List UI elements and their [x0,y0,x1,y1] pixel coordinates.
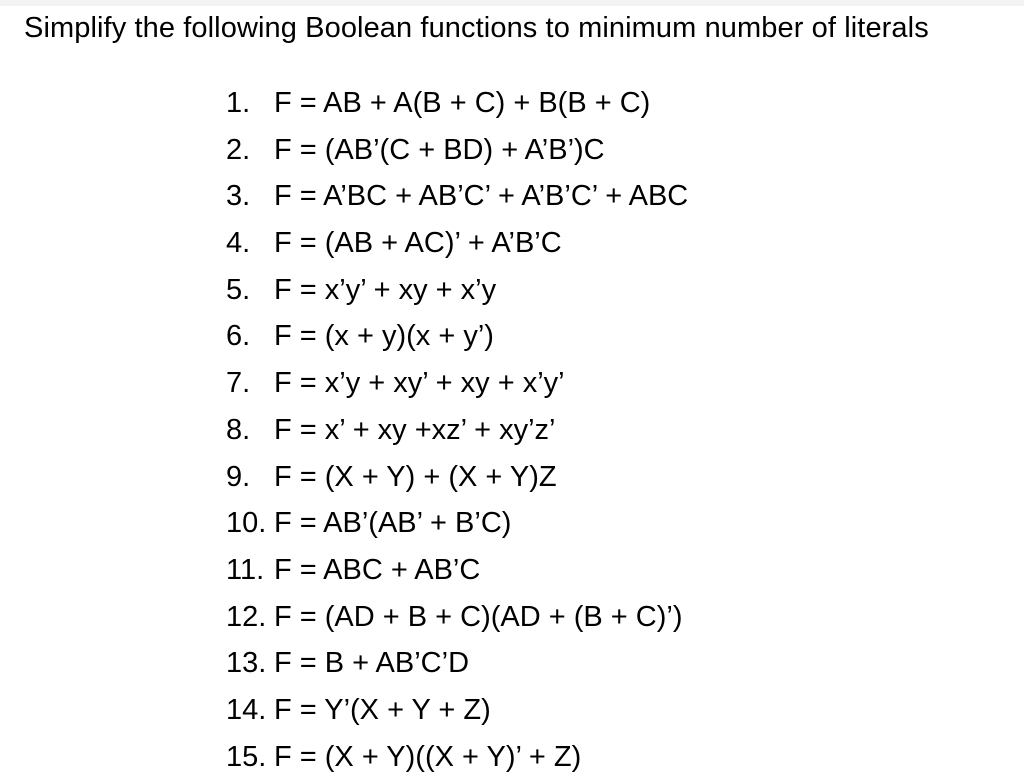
problem-expression: F = AB’(AB’ + B’C) [274,507,512,540]
problem-number: 5. [226,273,251,306]
problem-expression: F = B + AB’C’D [274,647,470,680]
problem-number: 4. [226,227,251,260]
problem-item-3 [226,176,688,223]
problem-number: 6. [226,320,251,353]
problem-expression: F = x’ + xy +xz’ + xy’z’ [274,413,556,446]
problem-item-15 [226,737,688,783]
problem-expression: F = (X + Y) + (X + Y)Z [274,460,557,493]
problem-expression: F = ABC + AB’C [274,553,481,586]
problem-expression: F = (AB’(C + BD) + A’B’)C [274,133,605,166]
problem-item-14 [226,690,688,737]
problem-item-9 [226,457,688,504]
problem-expression: F = (X + Y)((X + Y)’ + Z) [274,740,582,773]
problem-number: 9. [226,460,251,493]
problem-number: 1. [226,87,251,119]
problem-number: 13. [226,647,267,680]
problem-number: 7. [226,367,251,400]
problem-expression: F = AB + A(B + C) + B(B + C) [274,87,651,119]
page-title: Simplify the following Boolean functions to minimum number of literals [24,12,929,44]
problem-number: 10. [226,507,267,540]
problem-expression: F = x’y + xy’ + xy + x’y’ [274,367,565,400]
top-strip [0,0,1024,6]
problem-item-11 [226,550,688,597]
problem-number: 14. [226,693,267,726]
problem-number: 3. [226,180,251,213]
problem-item-8 [226,410,688,457]
problem-number: 11. [226,553,265,586]
problem-item-13 [226,643,688,690]
problem-item-4 [226,223,688,270]
problem-expression: F = (AD + B + C)(AD + (B + C)’) [274,600,683,633]
problem-expression: F = (x + y)(x + y’) [274,320,494,353]
problem-item-7 [226,363,688,410]
problem-number: 8. [226,413,251,446]
problem-expression: F = x’y’ + xy + x’y [274,273,497,306]
problem-item-12 [226,597,688,644]
problem-expression: F = A’BC + AB’C’ + A’B’C’ + ABC [274,180,689,213]
problem-item-5 [226,270,688,317]
problem-list [226,83,688,783]
problem-item-1 [226,83,688,130]
problem-item-10 [226,503,688,550]
problem-number: 2. [226,133,251,166]
problem-number: 15. [226,740,267,773]
problem-item-6 [226,316,688,363]
problem-expression: F = Y’(X + Y + Z) [274,693,491,726]
problem-number: 12. [226,600,267,633]
problem-item-2 [226,130,688,177]
problem-expression: F = (AB + AC)’ + A’B’C [274,227,562,260]
